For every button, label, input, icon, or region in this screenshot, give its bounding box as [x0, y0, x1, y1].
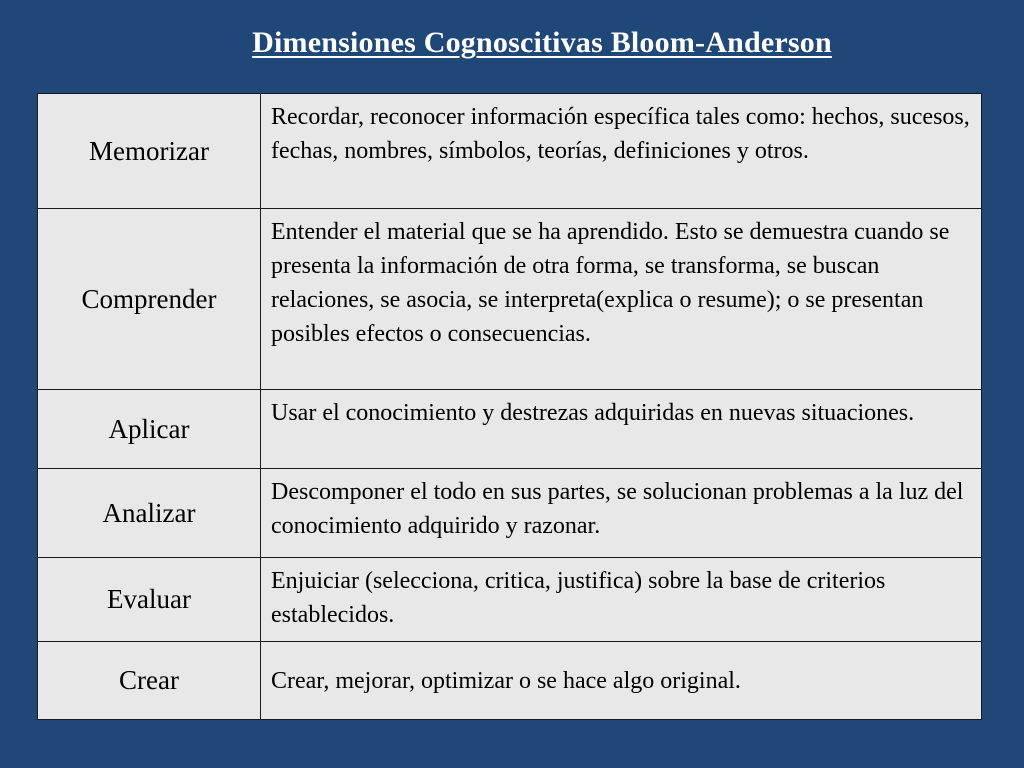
row-term-memorizar: Memorizar: [38, 94, 261, 209]
table-row: [38, 209, 982, 390]
bloom-anderson-table: [37, 93, 982, 720]
row-term-comprender: Comprender: [38, 209, 261, 390]
row-description-crear: Crear, mejorar, optimizar o se hace algo original.: [261, 642, 982, 720]
row-description-comprender: Entender el material que se ha aprendido. Esto se demuestra cuando se presenta la información de otra forma, se transforma, se buscan relaciones, se asocia, se interpreta(explica o resume); o se presentan posibles efectos o consecuencias.: [261, 209, 982, 390]
table-row: [38, 558, 982, 642]
table-row: [38, 390, 982, 469]
table-row: [38, 94, 982, 209]
row-description-memorizar: Recordar, reconocer información específica tales como: hechos, sucesos, fechas, nombres, símbolos, teorías, definiciones y otros.: [261, 94, 982, 209]
row-description-aplicar: Usar el conocimiento y destrezas adquiridas en nuevas situaciones.: [261, 390, 982, 469]
row-term-analizar: Analizar: [38, 469, 261, 558]
row-term-aplicar: Aplicar: [38, 390, 261, 469]
row-term-evaluar: Evaluar: [38, 558, 261, 642]
table-row: [38, 642, 982, 720]
row-description-evaluar: Enjuiciar (selecciona, critica, justifica) sobre la base de criterios establecidos.: [261, 558, 982, 642]
table-row: [38, 469, 982, 558]
row-description-analizar: Descomponer el todo en sus partes, se solucionan problemas a la luz del conocimiento adquirido y razonar.: [261, 469, 982, 558]
page-title: Dimensiones Cognoscitivas Bloom-Anderson: [252, 26, 832, 59]
row-term-crear: Crear: [38, 642, 261, 720]
